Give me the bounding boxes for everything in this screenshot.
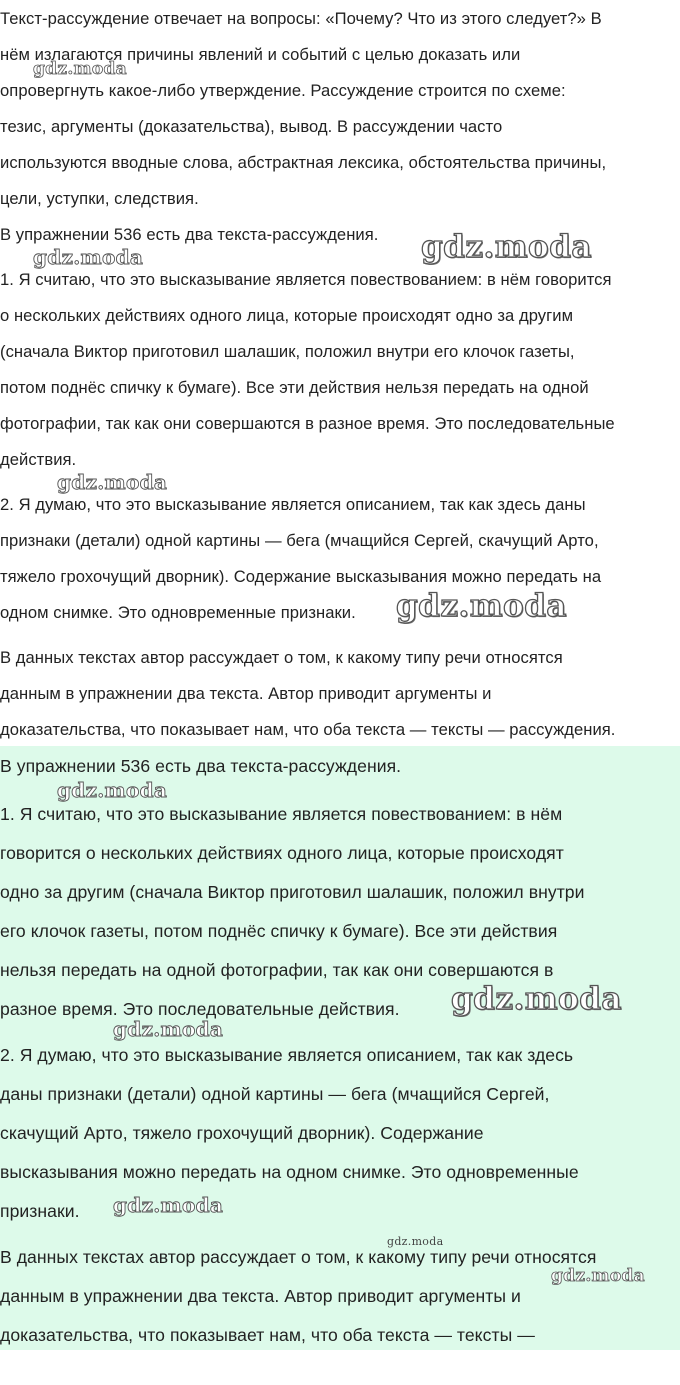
highlighted-answer xyxy=(0,746,680,1350)
answer-line: 1. Я считаю, что это высказывание является повествованием: в нём говорится xyxy=(0,270,612,289)
answer-line: одном снимке. Это одновременные признаки. xyxy=(0,603,356,622)
answer-line: данным в упражнении два текста. Автор приводит аргументы и xyxy=(0,1286,521,1306)
watermark: gdz.moda xyxy=(113,1017,224,1041)
intro-line: опровергнуть какое-либо утверждение. Рассуждение строится по схеме: xyxy=(0,81,566,100)
watermark: gdz.moda xyxy=(33,245,144,269)
answer-line: высказывания можно передать на одном снимке. Это одновременные xyxy=(0,1162,579,1182)
answer-line: доказательства, что показывает нам, что оба текста — тексты — рассуждения. xyxy=(0,720,616,739)
answer-line: 2. Я думаю, что это высказывание является описанием, так как здесь xyxy=(0,1045,574,1065)
answer-line: действия. xyxy=(0,450,77,469)
intro-line: тезис, аргументы (доказательства), вывод. В рассуждении часто xyxy=(0,117,503,136)
answer-line: признаки (детали) одной картины — бега (мчащийся Сергей, скачущий Арто, xyxy=(0,531,599,550)
answer-line: фотографии, так как они совершаются в разное время. Это последовательные xyxy=(0,414,615,433)
answer-line: (сначала Виктор приготовил шалашик, положил внутри его клочок газеты, xyxy=(0,342,575,361)
intro-line: цели, уступки, следствия. xyxy=(0,189,199,208)
watermark: gdz.moda xyxy=(421,229,592,265)
watermark: gdz.moda xyxy=(57,470,168,494)
watermark: gdz.moda xyxy=(451,981,622,1017)
answer-line: В данных текстах автор рассуждает о том, к какому типу речи относятся xyxy=(0,648,563,667)
intro-line: Текст-рассуждение отвечает на вопросы: «Почему? Что из этого следует?» В xyxy=(0,9,602,28)
answer-line: данным в упражнении два текста. Автор приводит аргументы и xyxy=(0,684,492,703)
answer-line: нельзя передать на одной фотографии, так как они совершаются в xyxy=(0,960,554,980)
answer-line: В упражнении 536 есть два текста-рассуждения. xyxy=(0,756,402,776)
answer-line: о нескольких действиях одного лица, которые происходят одно за другим xyxy=(0,306,574,325)
answer-line: скачущий Арто, тяжело грохочущий дворник). Содержание xyxy=(0,1123,484,1143)
answer-line: В упражнении 536 есть два текста-рассуждения. xyxy=(0,225,379,244)
intro-line: используются вводные слова, абстрактная лексика, обстоятельства причины, xyxy=(0,153,607,172)
answer-line: потом поднёс спичку к бумаге). Все эти действия нельзя передать на одной xyxy=(0,378,589,397)
answer-line: даны признаки (детали) одной картины — бега (мчащийся Сергей, xyxy=(0,1084,550,1104)
answer-line: разное время. Это последовательные действия. xyxy=(0,999,400,1019)
answer-line: 2. Я думаю, что это высказывание является описанием, так как здесь даны xyxy=(0,495,586,514)
answer-line: признаки. xyxy=(0,1201,80,1221)
watermark: gdz.moda xyxy=(33,59,127,79)
answer-line: В данных текстах автор рассуждает о том, к какому типу речи относятся xyxy=(0,1247,597,1267)
intro-line: нём излагаются причины явлений и событий с целью доказать или xyxy=(0,45,521,64)
watermark: gdz.moda xyxy=(396,588,567,624)
watermark: gdz.moda xyxy=(57,778,168,802)
answer-line: его клочок газеты, потом поднёс спичку к бумаге). Все эти действия xyxy=(0,921,558,941)
answer-line: тяжело грохочущий дворник). Содержание высказывания можно передать на xyxy=(0,567,602,586)
watermark: gdz.moda xyxy=(113,1193,224,1217)
answer-line: 1. Я считаю, что это высказывание является повествованием: в нём xyxy=(0,804,563,824)
watermark: gdz.moda xyxy=(387,1235,444,1248)
answer-line: говорится о нескольких действиях одного лица, которые происходят xyxy=(0,843,564,863)
answer-line: одно за другим (сначала Виктор приготовил шалашик, положил внутри xyxy=(0,882,585,902)
watermark: gdz.moda xyxy=(551,1266,645,1286)
answer-line: доказательства, что показывает нам, что оба текста — тексты — xyxy=(0,1325,535,1345)
